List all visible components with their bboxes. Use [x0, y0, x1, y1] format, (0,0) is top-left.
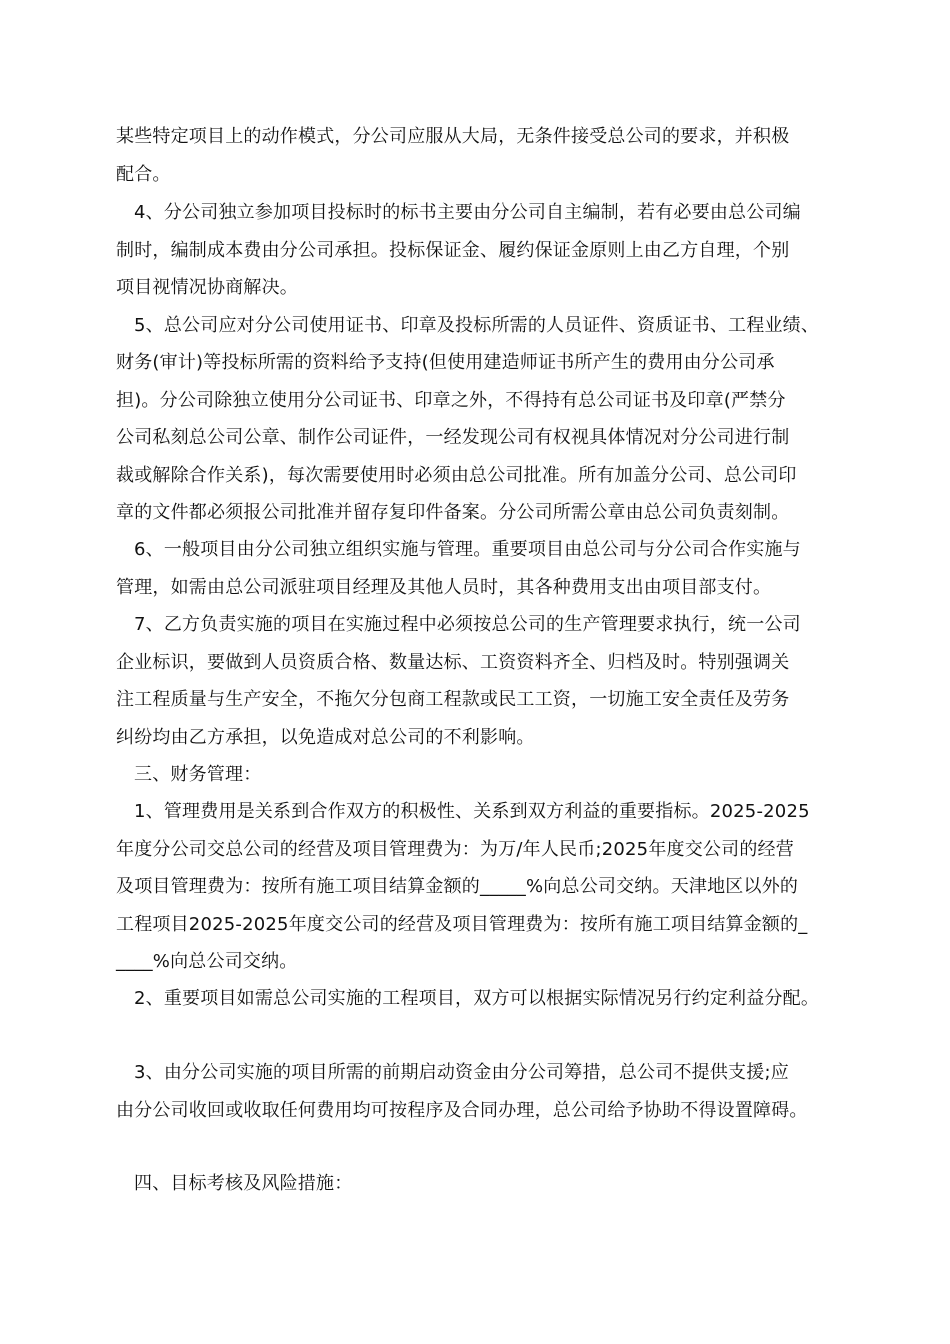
section-heading: 四、目标考核及风险措施：	[134, 1173, 353, 1194]
text-line: 工程项目2025-2025年度交公司的经营及项目管理费为：按所有施工项目结算金额的_	[116, 914, 808, 935]
text-line: 4、分公司独立参加项目投标时的标书主要由分公司自主编制，若有必要由总公司编	[134, 202, 801, 223]
text-line: 公司私刻总公司公章、制作公司证件，一经发现公司有权视具体情况对分公司进行制	[116, 427, 790, 448]
text-line: 纠纷均由乙方承担，以免造成对总公司的不利影响。	[116, 727, 535, 748]
text-line: 由分公司收回或收取任何费用均可按程序及合同办理，总公司给予协助不得设置障碍。	[116, 1100, 808, 1121]
text-line: 某些特定项目上的动作模式，分公司应服从大局，无条件接受总公司的要求，并积极	[116, 126, 790, 147]
text-line: 管理，如需由总公司派驻项目经理及其他人员时，其各种费用支出由项目部支付。	[116, 577, 772, 598]
text-line: 5、总公司应对分公司使用证书、印章及投标所需的人员证件、资质证书、工程业绩、	[134, 315, 820, 336]
text-line: 6、一般项目由分公司独立组织实施与管理。重要项目由总公司与分公司合作实施与	[134, 539, 801, 560]
section-heading: 三、财务管理：	[134, 764, 262, 785]
text-line: 裁或解除合作关系)，每次需要使用时必须由总公司批准。所有加盖分公司、总公司印	[116, 465, 797, 486]
text-line: 1、管理费用是关系到合作双方的积极性、关系到双方利益的重要指标。2025-2025	[134, 801, 810, 822]
text-line: 7、乙方负责实施的项目在实施过程中必须按总公司的生产管理要求执行，统一公司	[134, 614, 801, 635]
text-line: 年度分公司交总公司的经营及项目管理费为：为万/年人民币;2025年度交公司的经营	[116, 839, 794, 860]
text-line: 3、由分公司实施的项目所需的前期启动资金由分公司筹措，总公司不提供支援;应	[134, 1062, 789, 1083]
text-line: 项目视情况协商解决。	[116, 277, 298, 298]
text-line: 2、重要项目如需总公司实施的工程项目，双方可以根据实际情况另行约定利益分配。	[134, 988, 820, 1009]
text-line: 注工程质量与生产安全，不拖欠分包商工程款或民工工资，一切施工安全责任及劳务	[116, 689, 790, 710]
text-line: 担)。分公司除独立使用分公司证书、印章之外，不得持有总公司证书及印章(严禁分	[116, 390, 786, 411]
text-line: ____%向总公司交纳。	[116, 951, 298, 972]
text-line: 配合。	[116, 164, 171, 185]
text-line: 财务(审计)等投标所需的资料给予支持(但使用建造师证书所产生的费用由分公司承	[116, 352, 775, 373]
text-line: 企业标识，要做到人员资质合格、数量达标、工资资料齐全、归档及时。特别强调关	[116, 652, 790, 673]
text-line: 制时，编制成本费由分公司承担。投标保证金、履约保证金原则上由乙方自理，个别	[116, 240, 790, 261]
text-line: 及项目管理费为：按所有施工项目结算金额的_____%向总公司交纳。天津地区以外的	[116, 876, 799, 897]
text-line: 章的文件都必须报公司批准并留存复印件备案。分公司所需公章由总公司负责刻制。	[116, 502, 790, 523]
